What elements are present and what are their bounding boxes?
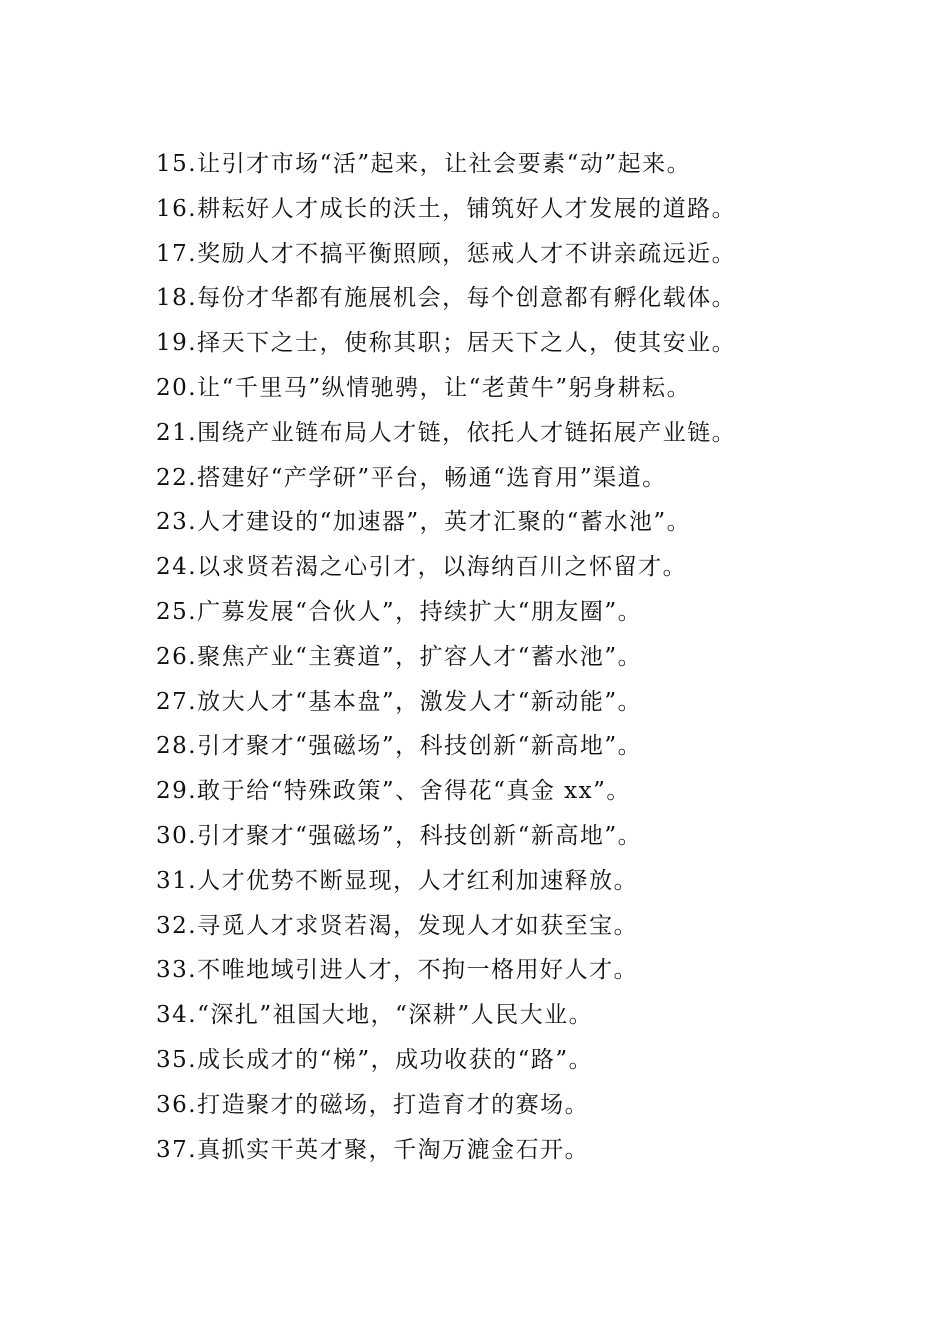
list-item: 32.寻觅人才求贤若渴，发现人才如获至宝。 xyxy=(156,912,639,939)
list-item: 27.放大人才“基本盘”，激发人才“新动能”。 xyxy=(156,688,643,715)
slogan-list xyxy=(156,142,796,1172)
list-item: 36.打造聚才的磁场，打造育才的赛场。 xyxy=(156,1091,590,1118)
list-item: 25.广募发展“合伙人”，持续扩大“朋友圈”。 xyxy=(156,598,643,625)
list-item: 33.不唯地域引进人才，不拘一格用好人才。 xyxy=(156,957,639,984)
list-item: 22.搭建好“产学研”平台，畅通“选育用”渠道。 xyxy=(156,464,667,491)
list-item: 20.让“千里马”纵情驰骋，让“老黄牛”躬身耕耘。 xyxy=(156,374,692,401)
list-item: 26.聚焦产业“主赛道”，扩容人才“蓄水池”。 xyxy=(156,643,643,670)
list-item: 19.择天下之士，使称其职；居天下之人，使其安业。 xyxy=(156,330,737,357)
list-item: 35.成长成才的“梯”，成功收获的“路”。 xyxy=(156,1046,594,1073)
list-item: 37.真抓实干英才聚，千淘万漉金石开。 xyxy=(156,1136,590,1163)
list-item: 29.敢于给“特殊政策”、舍得花“真金 xx”。 xyxy=(156,778,631,805)
list-item: 28.引才聚才“强磁场”，科技创新“新高地”。 xyxy=(156,733,643,760)
list-item: 17.奖励人才不搞平衡照顾，惩戒人才不讲亲疏远近。 xyxy=(156,240,737,267)
list-item: 18.每份才华都有施展机会，每个创意都有孵化载体。 xyxy=(156,285,737,312)
list-item: 15.让引才市场“活”起来，让社会要素“动”起来。 xyxy=(156,151,692,177)
list-item: 34.“深扎”祖国大地，“深耕”人民大业。 xyxy=(156,1002,594,1029)
list-item: 16.耕耘好人才成长的沃土，铺筑好人才发展的道路。 xyxy=(156,195,737,222)
list-item: 21.围绕产业链布局人才链，依托人才链拓展产业链。 xyxy=(156,419,737,446)
list-item: 30.引才聚才“强磁场”，科技创新“新高地”。 xyxy=(156,822,643,849)
list-item: 24.以求贤若渴之心引才，以海纳百川之怀留才。 xyxy=(156,554,688,581)
list-item: 31.人才优势不断显现，人才红利加速释放。 xyxy=(156,867,639,894)
list-item: 23.人才建设的“加速器”，英才汇聚的“蓄水池”。 xyxy=(156,509,692,536)
